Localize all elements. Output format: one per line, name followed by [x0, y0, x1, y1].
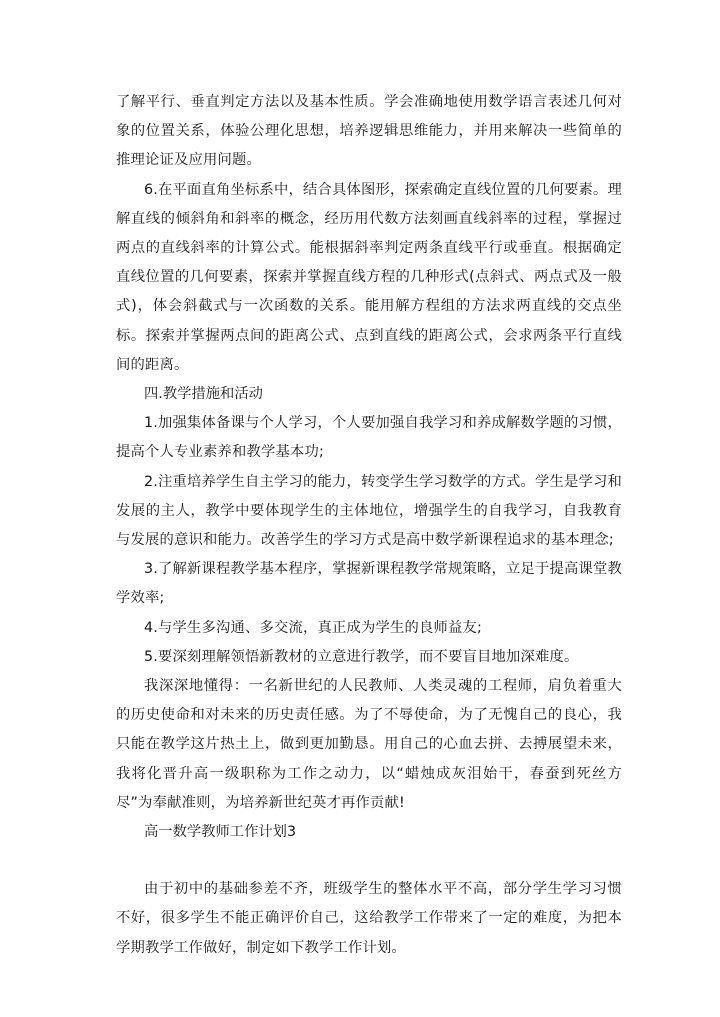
measure-item-3: 3.了解新课程教学基本程序，掌握新课程教学常规策略，立足于提高课堂教学效率;: [116, 561, 622, 607]
document-body: [116, 88, 622, 963]
plan-3-intro: 由于初中的基础参差不齐，班级学生的整体水平不高，部分学生学习习惯不好，很多学生不能正确评价自己，这给教学工作带来了一定的难度，为把本学期教学工作做好，制定如下教学工作计划。: [116, 881, 622, 956]
closing-paragraph: 我深深地懂得：一名新世纪的人民教师、人类灵魂的工程师，肩负着重大的历史使命和对未来的历史责任感。为了不辱使命，为了无愧自己的良心，我只能在教学这片热土上，做到更加勤恳。用自己的心血去拼、去搏展望未来，我将化晋升高一级职称为工作之动力，以“蜡烛成灰泪始干，春蚕到死丝方尽”为奉献准则，为培养新世纪英才再作贡献!: [116, 678, 622, 811]
measure-item-4: 4.与学生多沟通、多交流，真正成为学生的良师益友;: [144, 619, 482, 636]
blank-gap: [116, 847, 622, 875]
paragraph-item-6: 6.在平面直角坐标系中，结合具体图形，探索确定直线位置的几何要素。理解直线的倾斜角和斜率的概念，经历用代数方法刻画直线斜率的过程，掌握过两点的直线斜率的计算公式。能根据斜率判定两条直线平行或垂直。根据确定直线位置的几何要素，探索并掌握直线方程的几种形式(点斜式、两点式及一般式)，体会斜截式与一次函数的关系。能用解方程组的方法求两直线的交点坐标。探索并掌握两点间的距离公式、点到直线的距离公式，会求两条平行直线间的距离。: [116, 181, 622, 373]
paragraph-geometry-continuation: 了解平行、垂直判定方法以及基本性质。学会准确地使用数学语言表述几何对象的位置关系，体验公理化思想，培养逻辑思维能力，并用来解决一些简单的推理论证及应用问题。: [116, 94, 622, 169]
measure-item-5: 5.要深刻理解领悟新教材的立意进行教学，而不要盲目地加深难度。: [144, 648, 579, 665]
section-heading-measures: 四.教学措施和活动: [144, 386, 263, 403]
plan-title-3: 高一数学教师工作计划3: [144, 824, 297, 841]
measure-item-1: 1.加强集体备课与个人学习，个人要加强自我学习和养成解数学题的习惯，提高个人专业素养和教学基本功;: [116, 415, 622, 461]
measure-item-2: 2.注重培养学生自主学习的能力，转变学生学习数学的方式。学生是学习和发展的主人，教学中要体现学生的主体地位，增强学生的自我学习，自我教育与发展的意识和能力。改善学生的学习方式是高中数学新课程追求的基本理念;: [116, 473, 622, 549]
